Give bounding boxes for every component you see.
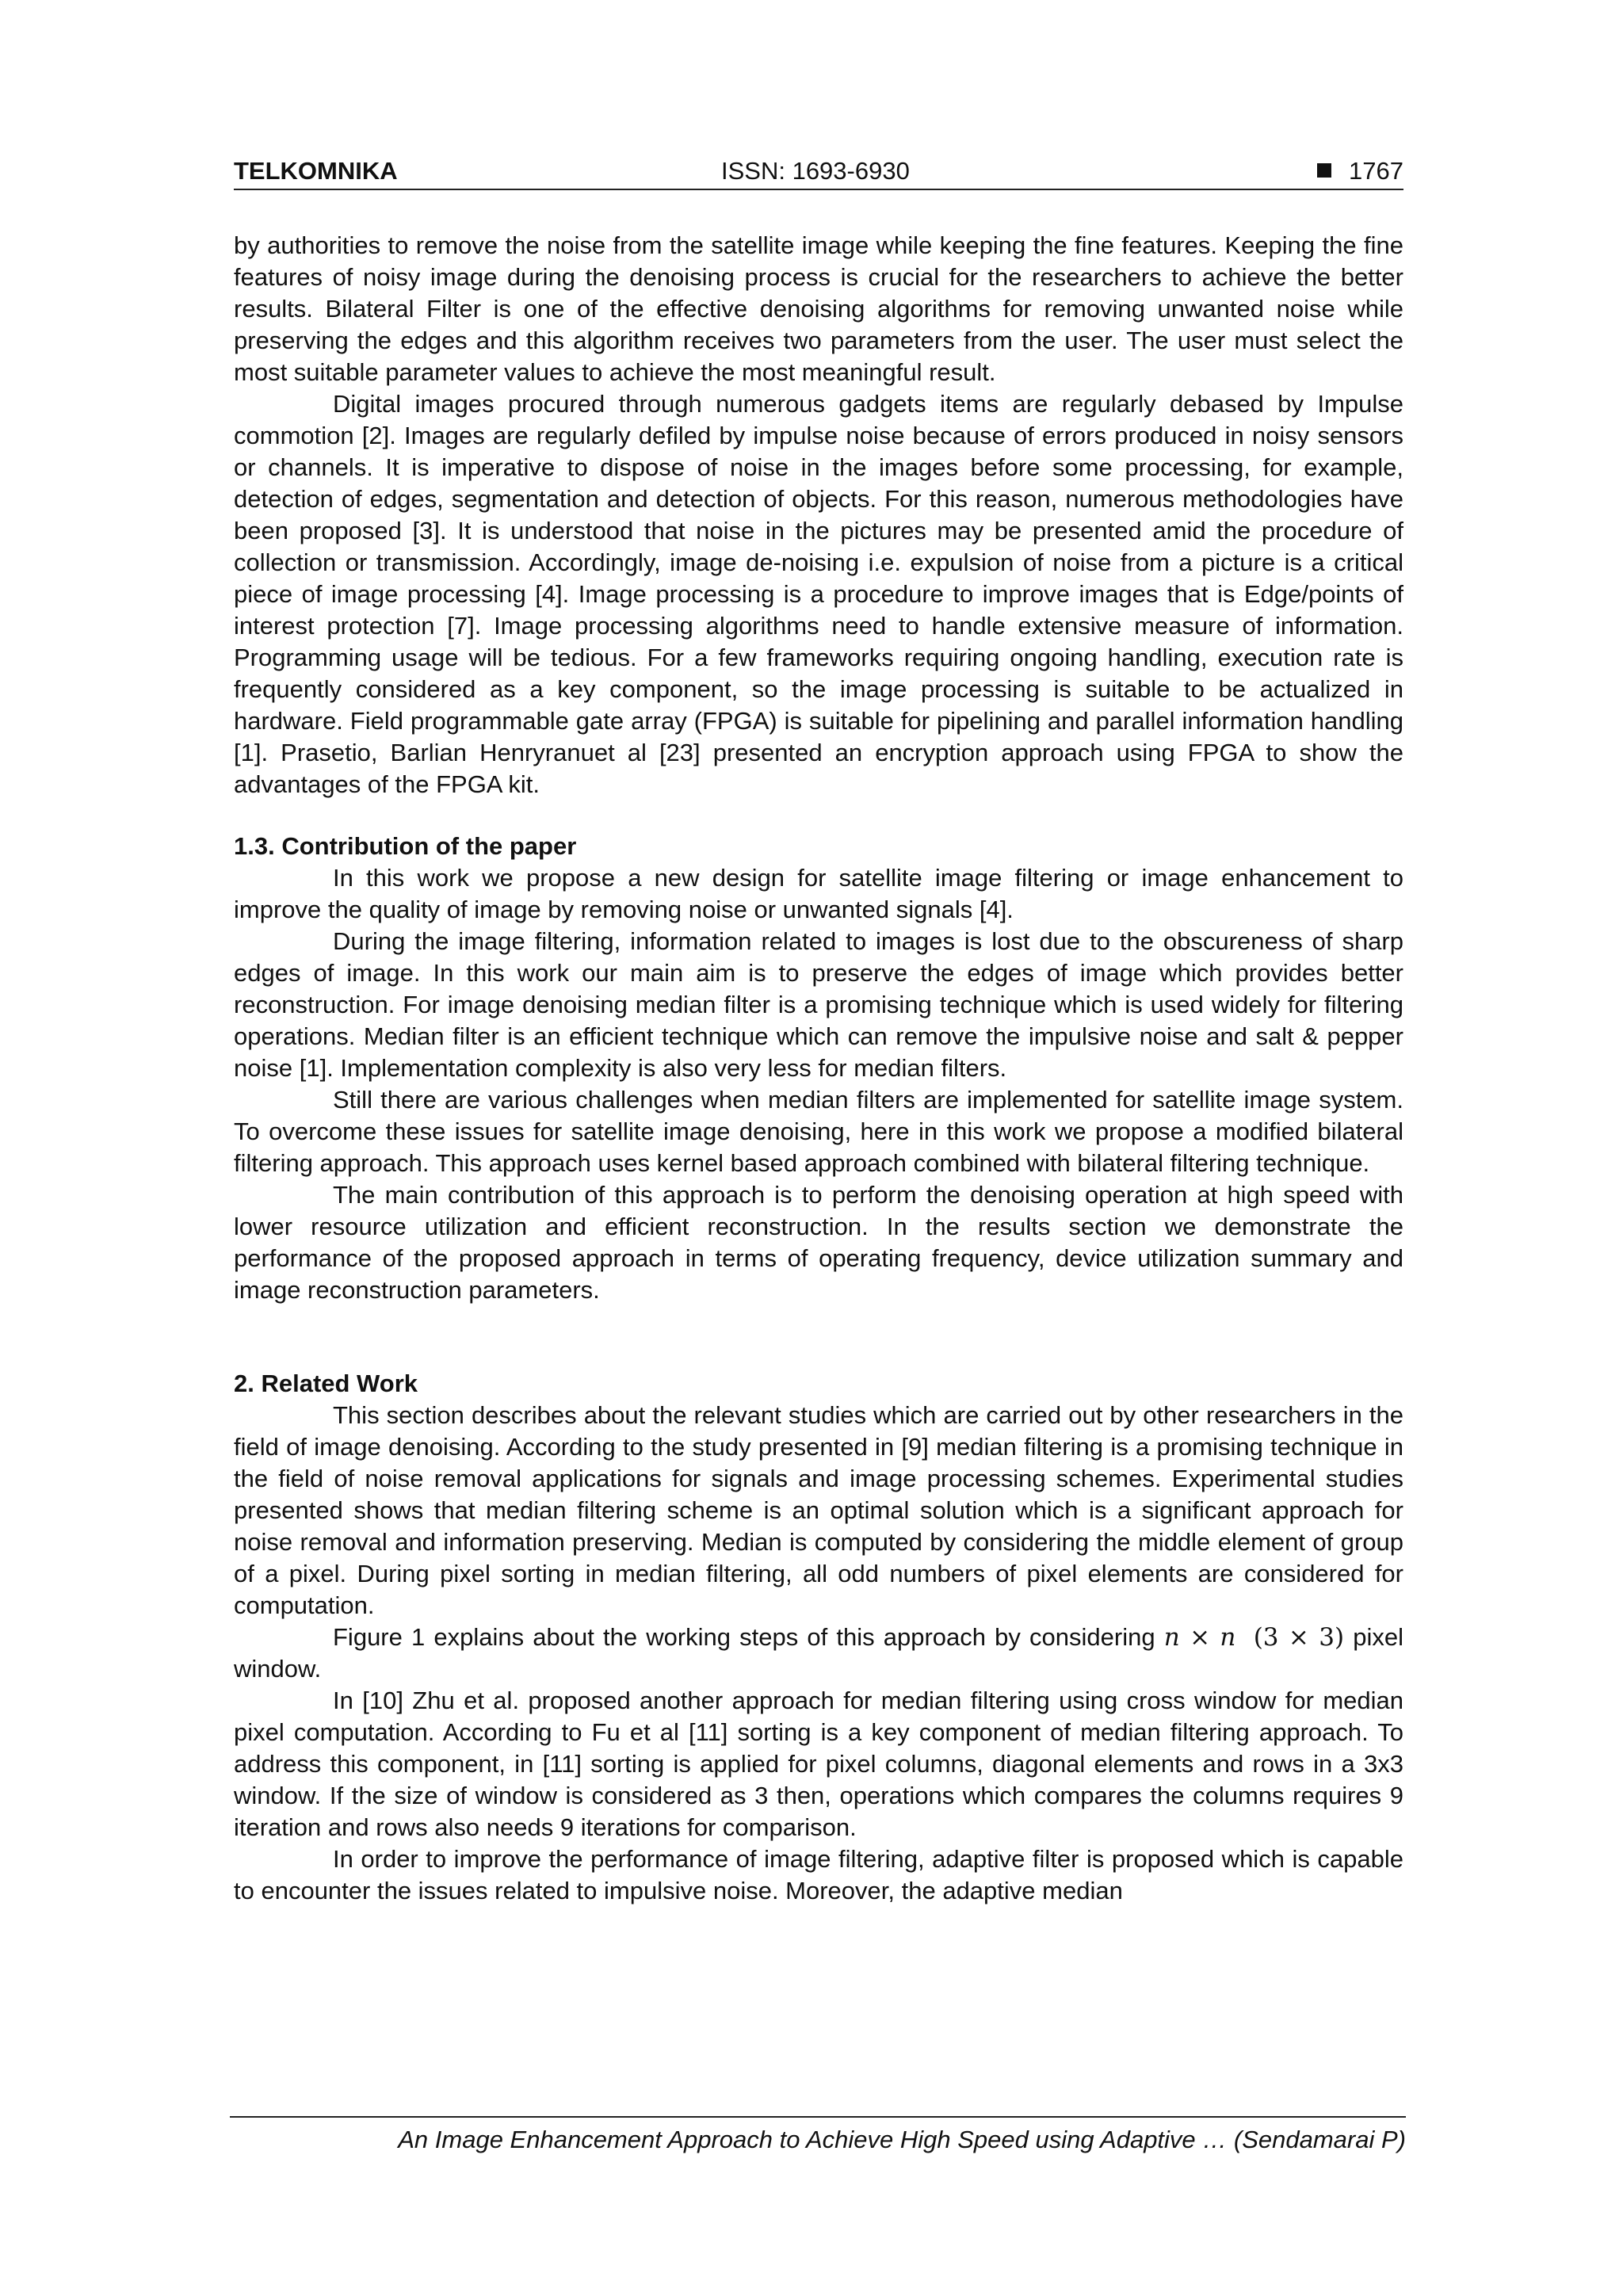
paragraph-6: The main contribution of this approach is to perform the denoising operation at high speed with lower resource utilization and efficient reconstruction. In the results section we demonstrate the performance of the proposed approach in terms of operating frequency, device utilization summary and image reconstruction parameters. xyxy=(234,1181,1403,1304)
page xyxy=(234,151,1403,1907)
paragraph-2: Digital images procured through numerous gadgets items are regularly debased by Impulse commotion [2]. Images are regularly defiled by impulse noise because of errors produced in noisy sensors or channels. It is imperative to dispose of noise in the images before some processing, for example, detection of edges, segmentation and detection of objects. For this reason, numerous methodologies have been proposed [3]. It is understood that noise in the pictures may be presented amid the procedure of collection or transmission. Accordingly, image de-noising i.e. expulsion of noise from a picture is a critical piece of image processing [4]. Image processing is a procedure to improve images that is Edge/points of interest protection [7]. Image processing algorithms need to handle extensive measure of information. Programming usage will be tedious. For a few frameworks requiring ongoing handling, execution rate is frequently considered as a key component, so the image processing is suitable to be actualized in hardware. Field programmable gate array (FPGA) is suitable for pipelining and parallel information handling [1]. Prasetio, Barlian Henryranuet al [23] presented an encryption approach using FPGA to show the advantages of the FPGA kit. xyxy=(234,390,1403,798)
page-number-block xyxy=(1317,157,1403,185)
paragraph-8-tail: pixel window. xyxy=(234,1623,1403,1683)
running-title: An Image Enhancement Approach to Achieve High Speed using Adaptive … (Sendamarai P) xyxy=(398,2126,1406,2153)
paragraph-4: During the image filtering, information related to images is lost due to the obscureness of sharp edges of image. In this work our main aim is to preserve the edges of image which provides better reconstruction. For image denoising median filter is a promising technique which is used widely for filtering operations. Median filter is an efficient technique which can remove the impulsive noise and salt & pepper noise [1]. Implementation complexity is also very less for median filters. xyxy=(234,927,1403,1082)
paragraph-9: In [10] Zhu et al. proposed another approach for median filtering using cross window for median pixel computation. According to Fu et al [11] sorting is a key component of median filtering approach. To address this component, in [11] sorting is applied for pixel columns, diagonal elements and rows in a 3x3 window. If the size of window is considered as 3 then, operations which compares the columns requires 9 iteration and rows also needs 9 iterations for comparison. xyxy=(234,1687,1403,1841)
page-footer xyxy=(230,2116,1406,2154)
paragraph-8 xyxy=(234,1622,1403,1685)
math-3-by-3: (3 × 3) xyxy=(1253,1623,1345,1652)
paragraph-3: In this work we propose a new design for satellite image filtering or image enhancement to improve the quality of image by removing noise or unwanted signals [4]. xyxy=(234,864,1403,923)
paragraph-1: by authorities to remove the noise from the satellite image while keeping the fine features. Keeping the fine features of noisy image during the denoising process is crucial for the researchers to achieve the better results. Bilateral Filter is one of the effective denoising algorithms for removing unwanted noise while preserving the edges and this algorithm receives two parameters from the user. The user must select the most suitable parameter values to achieve the most meaningful result. xyxy=(234,231,1403,386)
paragraph-5: Still there are various challenges when median filters are implemented for satellite image system. To overcome these issues for satellite image denoising, here in this work we propose a modified bilateral filtering approach. This approach uses kernel based approach combined with bilateral filtering technique. xyxy=(234,1086,1403,1177)
section-heading-1-3: 1.3. Contribution of the paper xyxy=(234,832,577,860)
page-number: 1767 xyxy=(1349,157,1403,185)
section-heading-2: 2. Related Work xyxy=(234,1370,418,1397)
square-bullet-icon xyxy=(1317,163,1331,178)
journal-name: TELKOMNIKA xyxy=(234,157,398,185)
page-header xyxy=(234,151,1403,190)
issn: ISSN: 1693-6930 xyxy=(721,157,910,185)
paragraph-8-text: Figure 1 explains about the working steps of this approach by considering xyxy=(333,1623,1155,1651)
paragraph-10: In order to improve the performance of image filtering, adaptive filter is proposed which is capable to encounter the issues related to impulsive noise. Moreover, the adaptive median xyxy=(234,1845,1403,1904)
paragraph-7: This section describes about the relevant studies which are carried out by other researchers in the field of image denoising. According to the study presented in [9] median filtering is a promising technique in the field of noise removal applications for signals and image processing schemes. Experimental studies presented shows that median filtering scheme is an optimal solution which is a significant approach for noise removal and information preserving. Median is computed by considering the middle element of group of a pixel. During pixel sorting in median filtering, all odd numbers of pixel elements are considered for computation. xyxy=(234,1401,1403,1619)
math-n-by-n: n × n xyxy=(1163,1623,1236,1652)
body-text xyxy=(234,230,1403,1907)
